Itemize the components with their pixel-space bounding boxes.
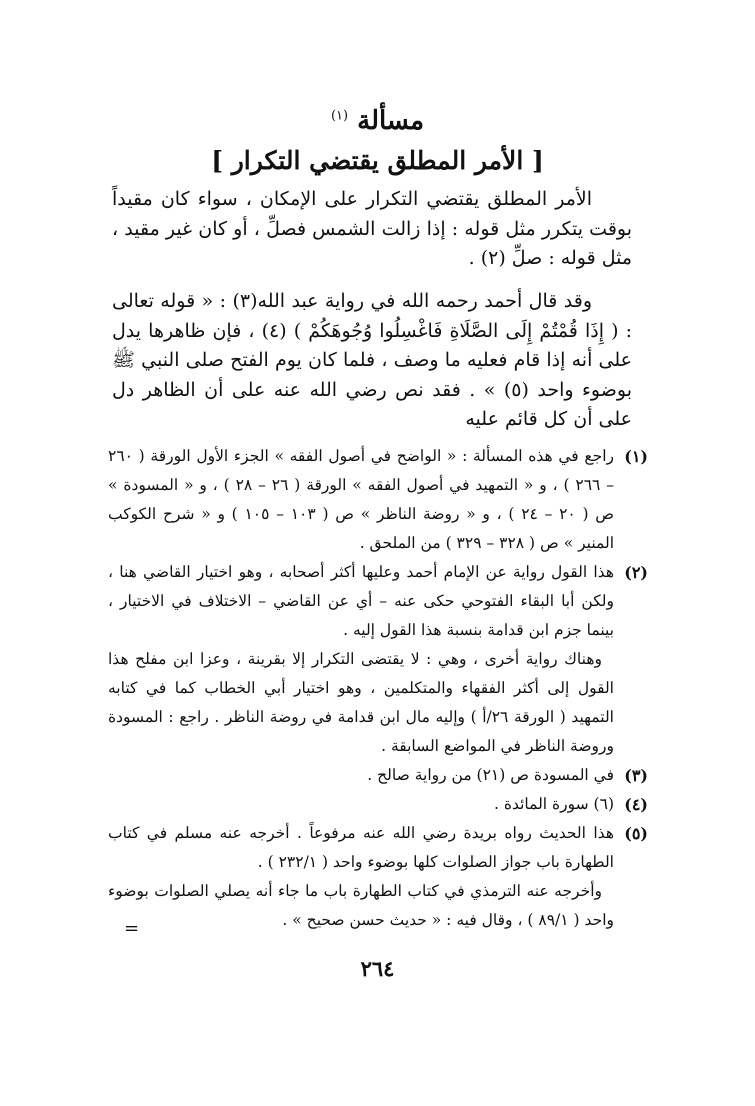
footnote-5 [108,819,648,935]
footnote-text: هذا الحديث رواه بريدة رضي الله عنه مرفوعاً . أخرجه عنه مسلم في كتاب الطهارة باب جواز الصلوات كلها بوضوء واحد ( ٢٣٢/١ ) . [108,824,614,871]
body-paragraph-2: وقد قال أحمد رحمه الله في رواية عبد الله(٣) : « قوله تعالى : ( إِذَا قُمْتُمْ إِلَى الصَّلَاةِ فَاغْسِلُوا وُجُوهَكُمْ ) (٤) ، فإن ظاهرها يدل على أنه إذا قام فعليه ما وصف ، فلما كان يوم الفتح صلى النبي ﷺ بوضوء واحد (٥) » . فقد نص رضي الله عنه على أن الظاهر دل على أن كل قائم عليه [112,290,632,430]
footnote-text: (٦) سورة المائدة . [493,795,614,813]
issue-title: مسألة [357,106,425,136]
footnote-body [108,790,614,819]
footnote-number: (٥) [624,824,648,843]
footnote-body [108,558,614,761]
footnote-number: (١) [624,447,648,466]
footnote-1 [108,442,648,558]
footnote-text: راجع في هذه المسألة : « الواضح في أصول الفقه » الجزء الأول الورقة ( ٢٦٠ – ٢٦٦ ) ، و « التمهيد في أصول الفقه » الورقة ( ٢٦ – ٢٨ ) ، و « المسودة » ص ( ٢٠ – ٢٤ ) ، و « روضة الناظر » ص ( ١٠٣ – ١٠٥ ) و « شرح الكوكب المنير » ص ( ٣٢٨ – ٣٢٩ ) من الملحق . [108,447,615,552]
footnote-2 [108,558,648,761]
footnote-continuation: وأخرجه عنه الترمذي في كتاب الطهارة باب ما جاء أنه يصلي الصلوات بوضوء واحد ( ٨٩/١ ) ، وقال فيه : « حديث حسن صحيح » . [108,882,614,929]
footnote-body [108,761,614,790]
page-number: ٢٦٤ [360,956,395,981]
footnote-body [108,442,614,558]
footnote-continuation: وهناك رواية أخرى ، وهي : لا يقتضى التكرار إلا بقرينة ، وعزا ابن مفلح هذا القول إلى أكثر الفقهاء والمتكلمين ، وهو اختيار أبي الخطاب كما في كتابه التمهيد ( الورقة ٢٦/أ ) وإليه مال ابن قدامة في روضة الناظر . راجع : المسودة وروضة الناظر في المواضع السابقة . [108,650,614,755]
issue-subtitle: [ الأمر المطلق يقتضي التكرار ] [211,146,544,175]
body-paragraph-1: الأمر المطلق يقتضي التكرار على الإمكان ، سواء كان مقيداً بوقت يتكرر مثل قوله : إذا زالت الشمس فصلِّ ، أو كان غير مقيد ، مثل قوله : صلِّ (٢) . [112,188,632,269]
footnote-4 [108,790,648,819]
footnote-text: في المسودة ص (٢١) من رواية صالح . [367,766,614,784]
continuation-mark: = [124,918,140,939]
issue-heading [0,106,755,136]
footnote-3 [108,761,648,790]
footnote-number: (٤) [624,795,648,814]
footnote-text: هذا القول رواية عن الإمام أحمد وعليها أكثر أصحابه ، وهو اختيار القاضي هنا ، ولكن أبا البقاء الفتوحي حكى عنه – أي عن القاضي – الاختلاف في الاختيار ، بينما جزم ابن قدامة بنسبة هذا القول إليه . [108,563,614,639]
footnote-number: (٣) [624,766,648,785]
footnotes-section [108,442,648,935]
footnote-number: (٢) [624,563,648,582]
footnote-body [108,819,614,935]
issue-footnote-ref: (١) [330,108,349,124]
